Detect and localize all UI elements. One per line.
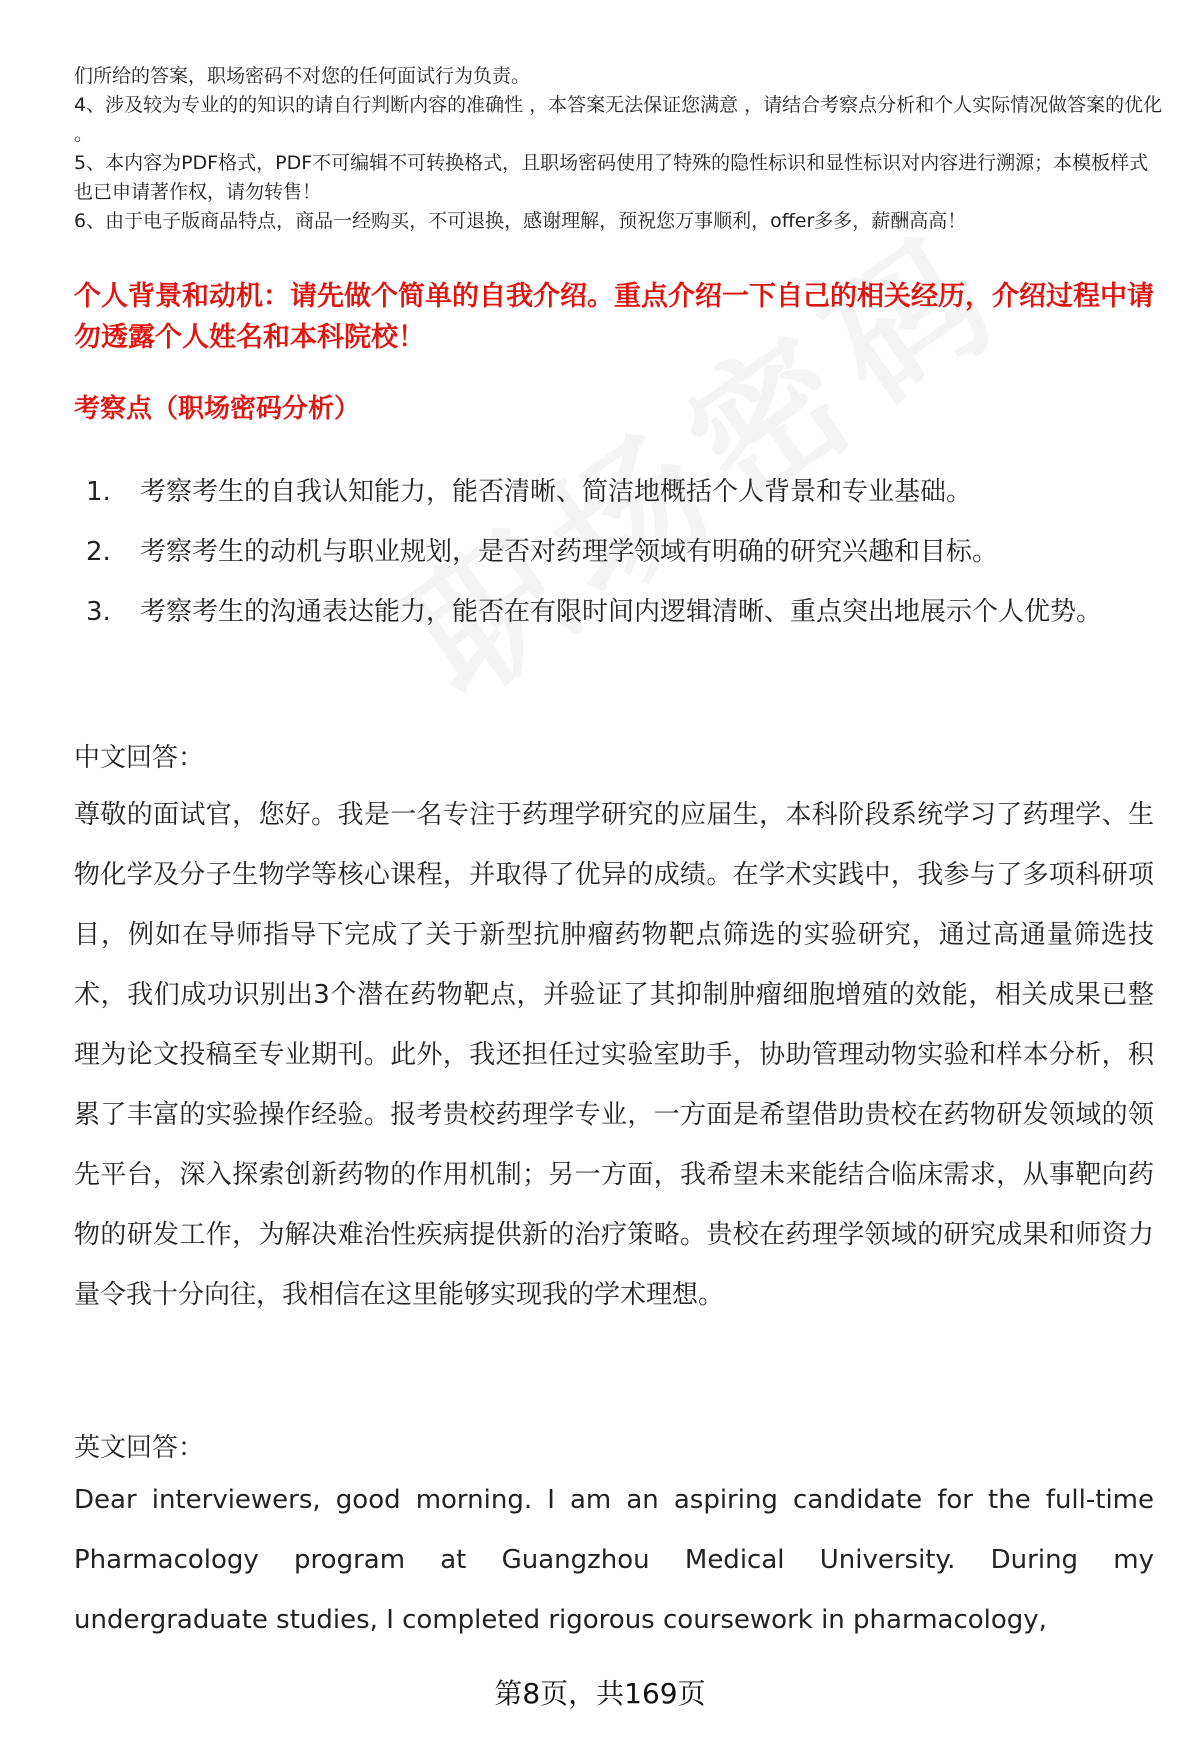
note-line: 们所给的答案，职场密码不对您的任何面试行为负责。 xyxy=(74,65,531,87)
point-text: 考察考生的沟通表达能力，能否在有限时间内逻辑清晰、重点突出地展示个人优势。 xyxy=(140,597,1103,627)
analysis-title: 考察点（职场密码分析） xyxy=(74,394,361,424)
point-text: 考察考生的自我认知能力，能否清晰、简洁地概括个人背景和专业基础。 xyxy=(140,477,973,507)
note-line: 5、本内容为PDF格式，PDF不可编辑不可转换格式，且职场密码使用了特殊的隐性标识和显性标识对内容进行溯源；本模板样式也已申请著作权，请勿转售！ xyxy=(74,152,1149,203)
chinese-answer-text: 尊敬的面试官，您好。我是一名专注于药理学研究的应届生，本科阶段系统学习了药理学、生物化学及分子生物学等核心课程，并取得了优异的成绩。在学术实践中，我参与了多项科研项目，例如在导师指导下完成了关于新型抗肿瘤药物靶点筛选的实验研究，通过高通量筛选技术，我们成功识别出3个潜在药物靶点，并验证了其抑制肿瘤细胞增殖的效能，相关成果已整理为论文投稿至专业期刊。此外，我还担任过实验室助手，协助管理动物实验和样本分析，积累了丰富的实验操作经验。报考贵校药理学专业，一方面是希望借助贵校在药物研发领域的领先平台，深入探索创新药物的作用机制；另一方面，我希望未来能结合临床需求，从事靶向药物的研发工作，为解决难治性疾病提供新的治疗策略。贵校在药理学领域的研究成果和师资力量令我十分向往，我相信在这里能够实现我的学术理想。 xyxy=(74,800,1154,1310)
analysis-point xyxy=(74,462,1164,522)
note-line: 4、涉及较为专业的的知识的请自行判断内容的准确性 ，本答案无法保证您满意 ，请结合考察点分析和个人实际情况做答案的优化 。 xyxy=(74,94,1163,145)
analysis-points xyxy=(74,462,1164,642)
point-text: 考察考生的动机与职业规划，是否对药理学领域有明确的研究兴趣和目标。 xyxy=(140,537,999,567)
page-number: 第8页，共169页 xyxy=(494,1677,706,1710)
disclaimer-notes xyxy=(74,62,1164,236)
english-answer-text: Dear interviewers, good morning. I am an aspiring candidate for the full-time Pharmacology program at Guangzhou Medical University. During my undergraduate studies, I completed rigorous coursework in pharmacology, xyxy=(74,1485,1154,1635)
note-line: 6、由于电子版商品特点，商品一经购买，不可退换，感谢理解，预祝您万事顺利，offer多多，薪酬高高！ xyxy=(74,210,967,232)
interview-question: 个人背景和动机：请先做个简单的自我介绍。重点介绍一下自己的相关经历，介绍过程中请勿透露个人姓名和本科院校！ xyxy=(74,281,1154,353)
english-answer-label: 英文回答： xyxy=(74,1433,205,1463)
point-number: 3. xyxy=(86,597,111,627)
analysis-point xyxy=(74,522,1164,582)
analysis-point xyxy=(74,582,1164,642)
point-number: 1. xyxy=(86,477,111,507)
chinese-answer-label: 中文回答： xyxy=(74,743,205,773)
point-number: 2. xyxy=(86,537,111,567)
